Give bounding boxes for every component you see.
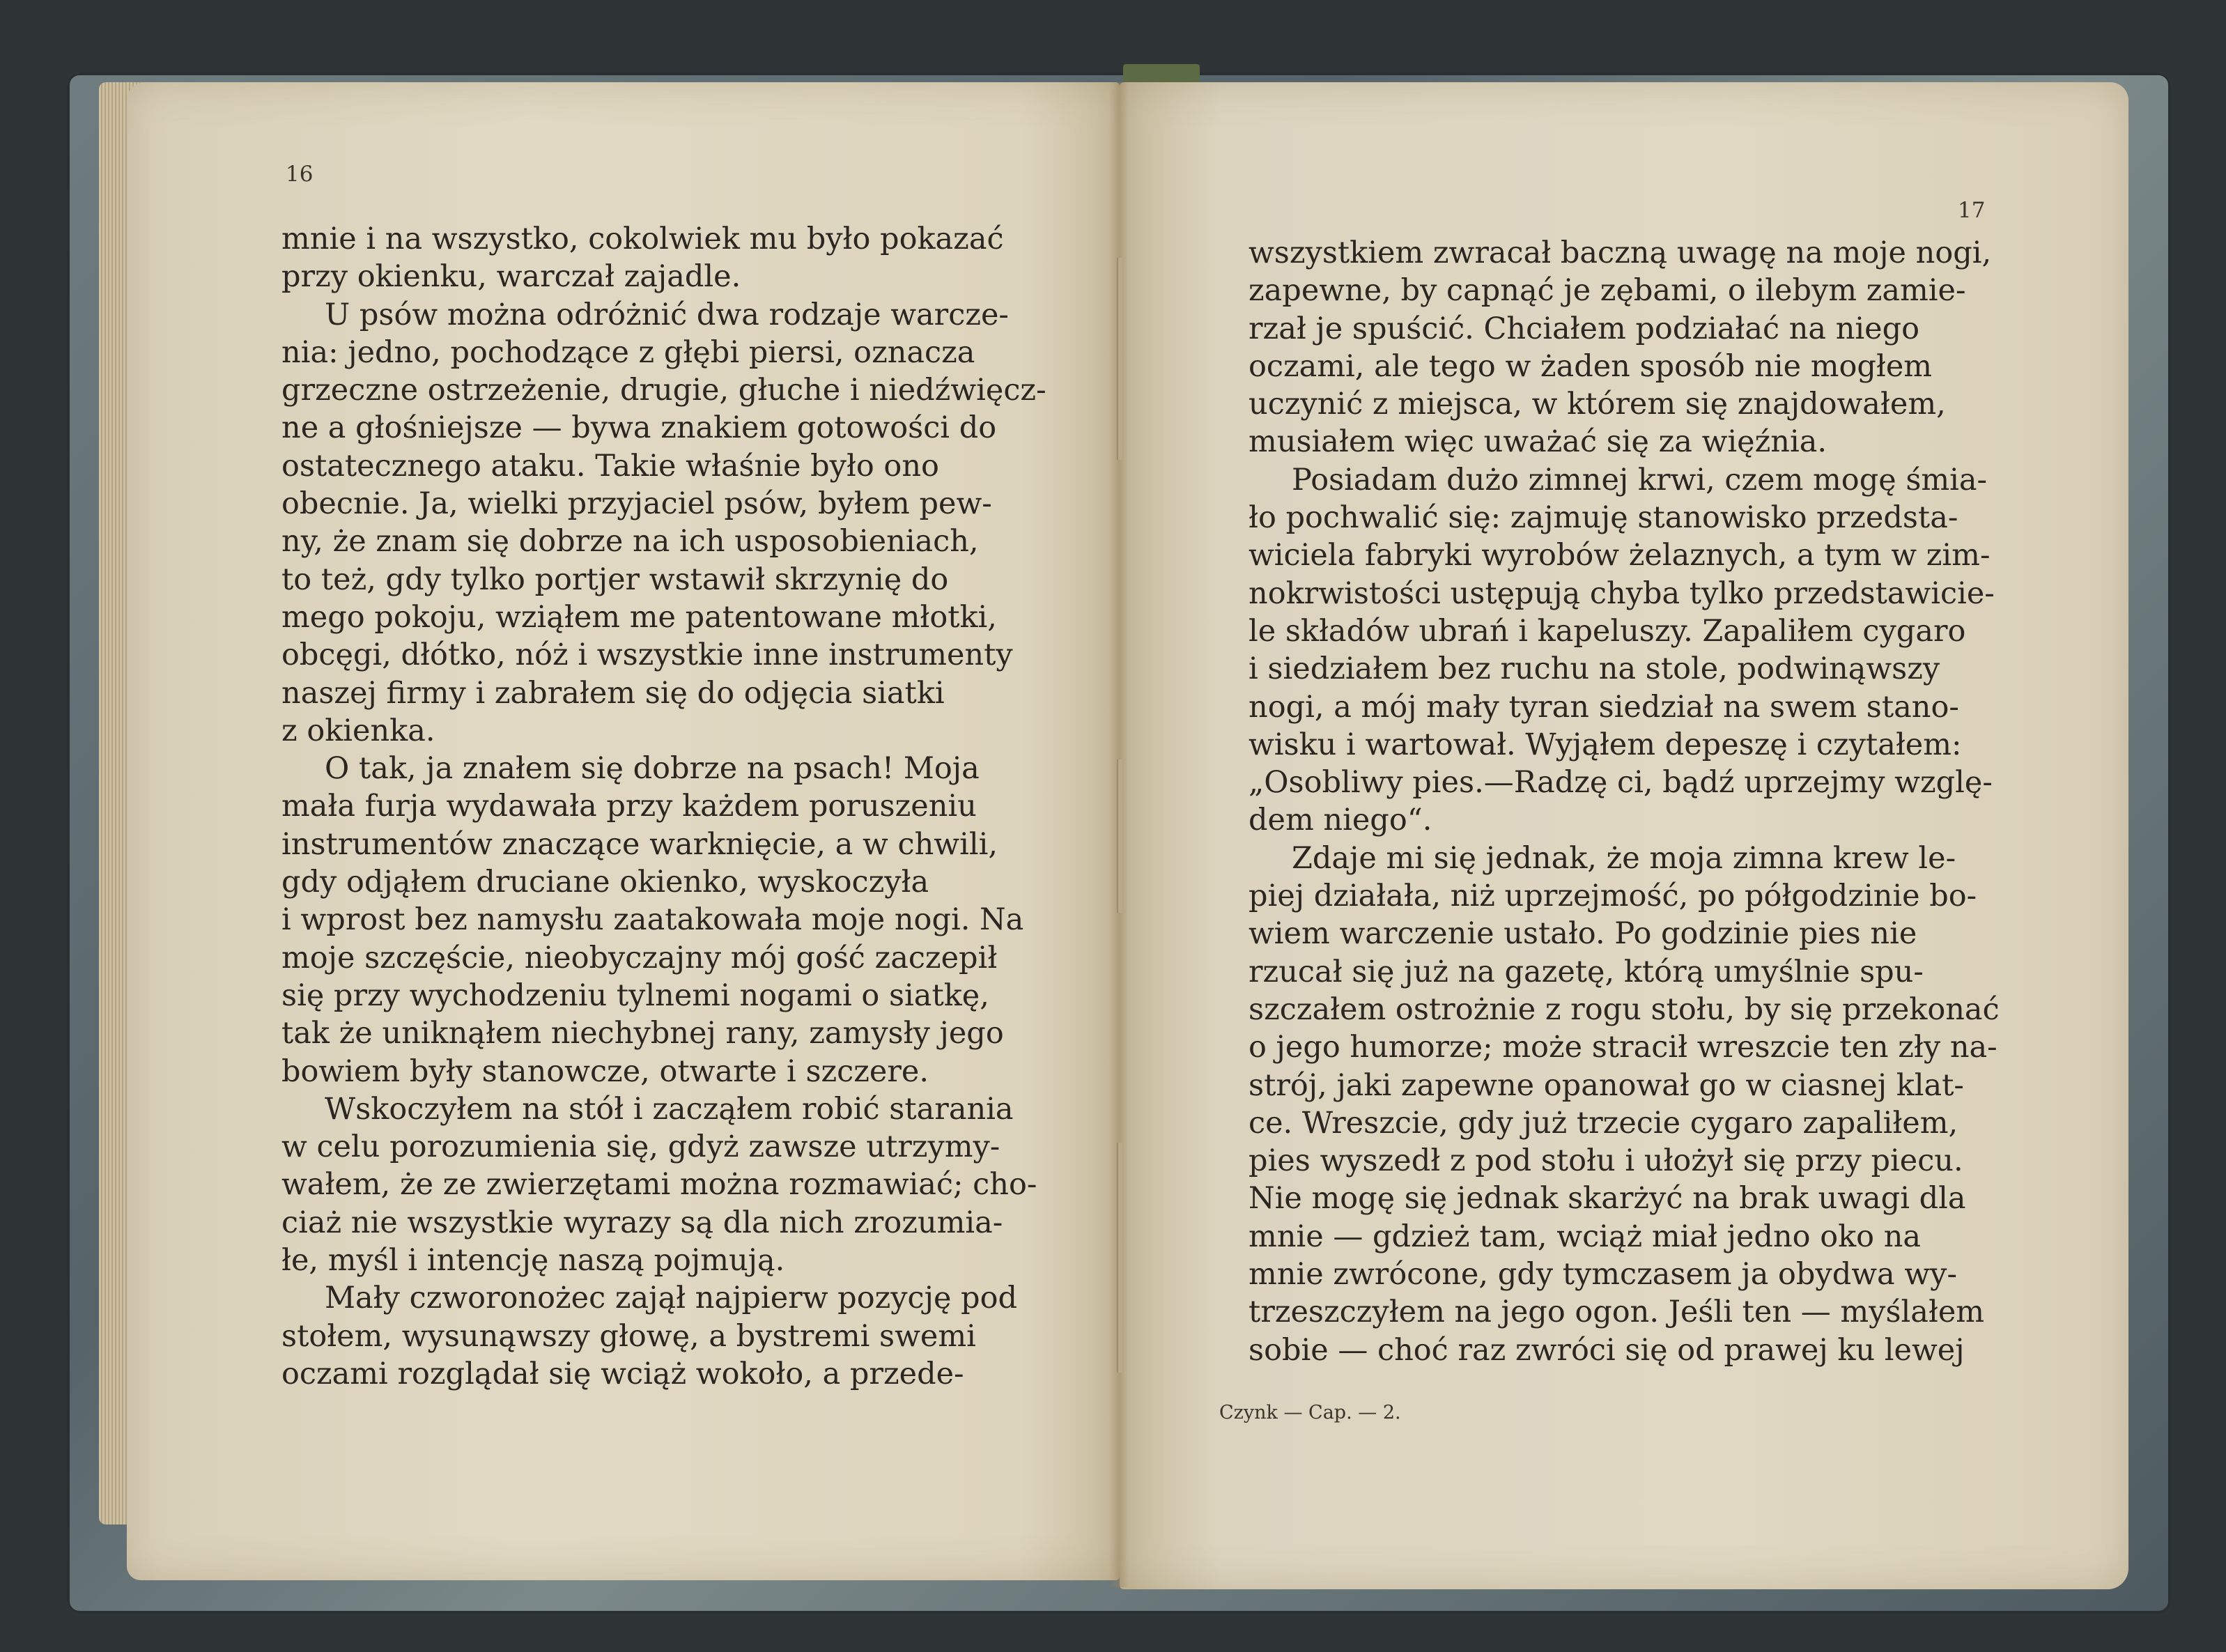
text-line: „Osobliwy pies.—Radzę ci, bądź uprzejmy wzglę- [1249,765,1993,801]
page-number-left: 16 [286,162,314,187]
binding-thread [1117,759,1122,913]
text-line: Zdaje mi się jednak, że moja zimna krew le- [1292,840,1956,876]
text-line: Posiadam dużo zimnej krwi, czem mogę śmia- [1292,462,1988,497]
text-line: ny, że znam się dobrze na ich usposobieniach, [281,524,979,559]
text-line: szczałem ostrożnie z rogu stołu, by się przekonać [1249,991,2000,1027]
text-line: Mały czworonożec zajął najpierw pozycję pod [325,1281,1017,1316]
text-line: obcęgi, dłótko, nóż i wszystkie inne instrumenty [281,638,1013,673]
page-number-right: 17 [1958,198,1986,223]
text-line: mała furja wydawała przy każdem poruszeniu [281,789,977,824]
text-line: rzucał się już na gazetę, którą umyślnie spu- [1249,954,1924,989]
text-line: w celu porozumienia się, gdyż zawsze utrzymy- [281,1129,1000,1165]
text-line: i siedziałem bez ruchu na stole, podwinąwszy [1249,651,1940,687]
text-line: musiałem więc uważać się za więźnia. [1249,424,1827,460]
text-line: oczami rozglądał się wciąż wokoło, a przede- [281,1356,964,1391]
text-line: ce. Wreszcie, gdy już trzecie cygaro zapaliłem, [1249,1105,1958,1141]
text-line: moje szczęście, nieobyczajny mój gość zaczepił [281,940,998,975]
text-line: wszystkiem zwracał baczną uwagę na moje nogi, [1249,236,1992,270]
text-line: nia: jedno, pochodzące z głębi piersi, oznacza [281,334,975,370]
text-line: wałem, że ze zwierzętami można rozmawiać; cho- [281,1167,1037,1203]
text-line: o jego humorze; może stracił wreszcie ten zły na- [1249,1030,1997,1065]
text-line: i wprost bez namysłu zaatakowała moje nogi. Na [281,902,1024,938]
right-page [1120,82,2128,1589]
text-line: piej działała, niż uprzejmość, po półgodzinie bo- [1249,879,1977,914]
text-line: le składów ubrań i kapeluszy. Zapaliłem cygaro [1249,613,1966,649]
text-line: wisku i wartował. Wyjąłem depeszę i czytałem: [1249,727,1962,762]
text-line: wiem warczenie ustało. Po godzinie pies nie [1249,916,1917,952]
text-line: zapewne, by capnąć je zębami, o ilebym zamie- [1249,273,1966,309]
text-line: O tak, ja znałem się dobrze na psach! Moja [325,751,980,787]
left-page [127,82,1120,1580]
text-line: Nie mogę się jednak skarżyć na brak uwagi dla [1249,1181,1966,1217]
page-footer-signature: Czynk — Cap. — 2. [1219,1402,1401,1423]
text-line: ło pochwalić się: zajmuję stanowisko przedsta- [1249,500,1958,536]
text-line: się przy wychodzeniu tylnemi nogami o siatkę, [281,978,989,1013]
text-line: instrumentów znaczące warknięcie, a w chwili, [281,826,998,862]
right-page-text [1249,234,2093,1369]
text-line: obecnie. Ja, wielki przyjaciel psów, byłem pew- [281,486,992,522]
text-line: ostatecznego ataku. Takie właśnie było ono [281,448,939,484]
text-line: gdy odjąłem druciane okienko, wyskoczyła [281,865,929,900]
binding-thread [1117,1143,1122,1373]
text-line: przy okienku, warczał zajadle. [281,259,741,295]
text-line: naszej firmy i zabrałem się do odjęcia siatki [281,675,945,711]
text-line: pies wyszedł z pod stołu i ułożył się przy piecu. [1249,1143,1963,1179]
text-line: oczami, ale tego w żaden sposób nie mogłem [1249,348,1933,384]
text-line: ciaż nie wszystkie wyrazy są dla nich zrozumia- [281,1205,1003,1240]
text-line: strój, jaki zapewne opanował go w ciasnej klat- [1249,1067,1964,1103]
text-line: wiciela fabryki wyrobów żelaznych, a tym w zim- [1249,538,1991,573]
text-line: uczynić z miejsca, w którem się znajdowałem, [1249,387,1946,422]
text-line: mnie — gdzież tam, wciąż miał jedno oko na [1249,1219,1922,1254]
text-line: grzeczne ostrzeżenie, drugie, głuche i niedźwięcz- [281,373,1046,408]
text-line: nokrwistości ustępują chyba tylko przedstawicie- [1249,576,1995,611]
text-line: nogi, a mój mały tyran siedział na swem stano- [1249,689,1959,725]
text-line: tak że uniknąłem niechybnej rany, zamysły jego [281,1016,1004,1051]
text-line: U psów można odróżnić dwa rodzaje warcze- [325,297,1009,332]
text-line: łe, myśl i intencję naszą pojmują. [281,1243,785,1279]
text-line: mego pokoju, wziąłem me patentowane młotki, [281,599,997,635]
binding-thread [1117,258,1122,460]
text-line: rzał je spuścić. Chciałem podziałać na niego [1249,311,1920,346]
text-line: ne a głośniejsze — bywa znakiem gotowości do [281,410,997,446]
text-line: bowiem były stanowcze, otwarte i szczere. [281,1053,929,1089]
text-line: mnie i na wszystko, cokolwiek mu było pokazać [281,222,1004,256]
text-line: Wskoczyłem na stół i zacząłem robić starania [325,1091,1014,1127]
text-line: dem niego“. [1249,803,1432,838]
text-line: sobie — choć raz zwróci się od prawej ku lewej [1249,1332,1965,1368]
text-line: z okienka. [281,713,435,748]
left-page-text [281,220,1147,1393]
text-line: trzeszczyłem na jego ogon. Jeśli ten — myślałem [1249,1295,1985,1330]
text-line: stołem, wysunąwszy głowę, a bystremi swemi [281,1318,976,1354]
text-line: to też, gdy tylko portjer wstawił skrzynię do [281,562,949,597]
text-line: mnie zwrócone, gdy tymczasem ja obydwa wy- [1249,1257,1957,1292]
